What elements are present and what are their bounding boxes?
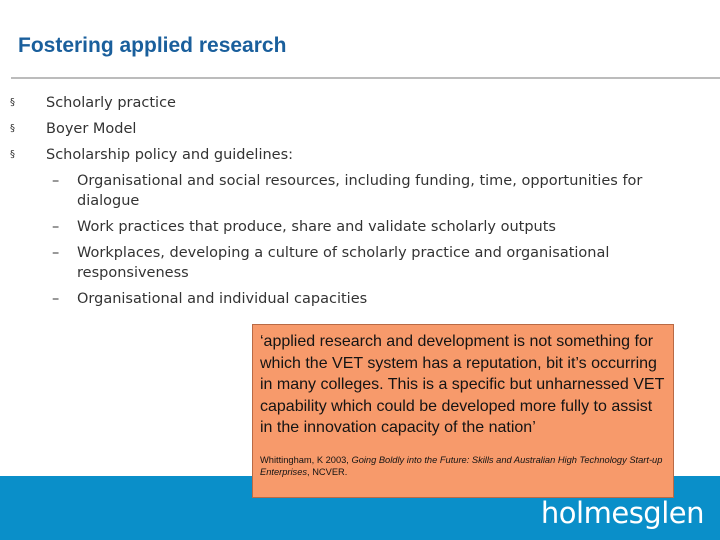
- sub-list-item: [10, 171, 700, 211]
- bullet-marker: §: [10, 97, 15, 108]
- bullet-text: Scholarship policy and guidelines:: [46, 147, 294, 163]
- citation: [260, 454, 665, 479]
- dash-marker: –: [52, 291, 60, 307]
- dash-marker: –: [52, 219, 60, 235]
- title-divider: [11, 77, 720, 79]
- quote-callout: [252, 324, 674, 498]
- sub-bullet-text: Organisational and social resources, including funding, time, opportunities for dialogue: [77, 173, 643, 209]
- sub-bullet-text: Organisational and individual capacities: [77, 291, 368, 307]
- dash-marker: –: [52, 173, 60, 189]
- holmesglen-logo: holmesglen: [540, 496, 704, 530]
- citation-publisher: , NCVER.: [307, 467, 348, 477]
- citation-author: Whittingham, K 2003,: [260, 454, 352, 465]
- sub-list-item: [10, 243, 700, 283]
- citation-title: Going Boldly into the Future: Skills and Australian High Technology Start-up Enterprises: [260, 454, 663, 477]
- sub-list-item: [10, 217, 700, 237]
- sub-bullet-text: Workplaces, developing a culture of scholarly practice and organisational responsiveness: [77, 245, 610, 281]
- quote-text: ‘applied research and development is not something for which the VET system has a reputation, bit it’s occurring in many colleges. This is a specific but unharnessed VET capability which could be developed more fully to assist in the innovation capacity of the nation’: [260, 333, 665, 436]
- dash-marker: –: [52, 245, 60, 261]
- list-item: [10, 93, 700, 113]
- bullet-marker: §: [10, 123, 15, 134]
- list-item: [10, 145, 700, 165]
- bullet-text: Scholarly practice: [46, 95, 176, 111]
- sub-bullet-text: Work practices that produce, share and validate scholarly outputs: [77, 219, 556, 235]
- list-item: [10, 119, 700, 139]
- bullet-text: Boyer Model: [46, 121, 137, 137]
- bullet-marker: §: [10, 149, 15, 160]
- bullet-list: [10, 93, 700, 315]
- sub-list-item: [10, 289, 700, 309]
- slide-title: Fostering applied research: [18, 34, 287, 57]
